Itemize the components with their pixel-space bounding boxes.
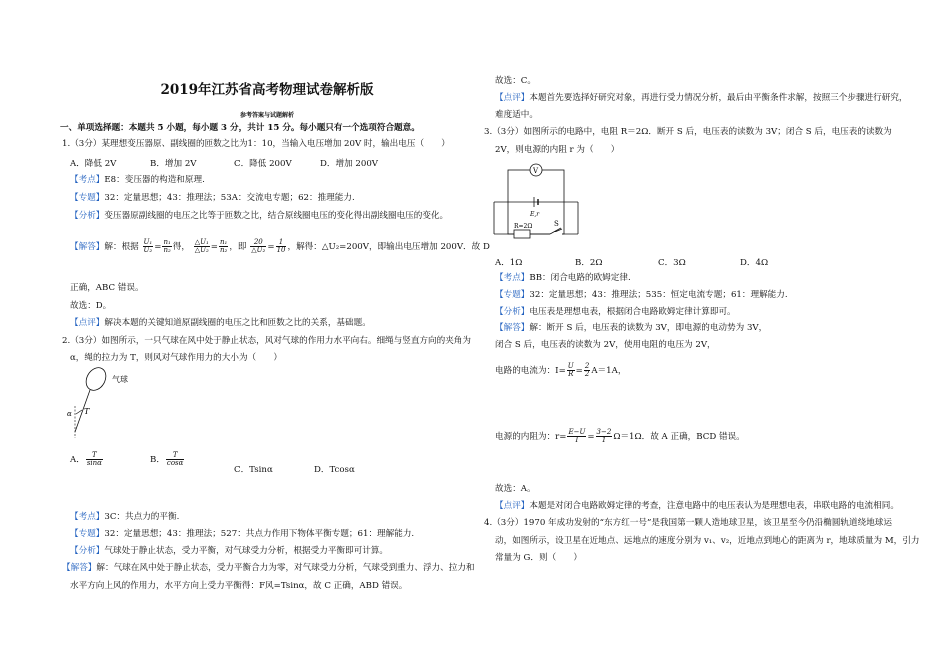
page-title: 2019年江苏省高考物理试卷解析版	[160, 82, 374, 98]
frac-den: △U₂	[194, 246, 209, 254]
q3-current-pre: 电路的电流为：I	[495, 366, 559, 376]
q2-option-b	[150, 452, 185, 467]
frac-num: 20	[250, 239, 266, 247]
dianping-tag: 【点评】	[495, 93, 530, 103]
equals: =	[558, 366, 566, 376]
alpha-label: α	[67, 410, 72, 418]
q1-answer: 故选：D。	[70, 301, 112, 311]
equals: =	[267, 242, 275, 252]
q2-option-d: D．Tcosα	[314, 465, 355, 475]
frac-num: △U₁	[194, 238, 209, 246]
q2-option-c: C．Tsinα	[234, 465, 273, 475]
q1-option-c: C．降低 200V	[234, 159, 292, 169]
q2-dianping	[495, 93, 908, 104]
jieda-tag: 【解答】	[70, 242, 105, 252]
q3-current-post: A＝1A，	[591, 366, 627, 376]
frac-den: 2	[584, 370, 590, 378]
frac-num: 3−2	[596, 428, 612, 436]
q3-answer: 故选：A。	[495, 484, 536, 494]
equals: =	[587, 432, 595, 442]
frac-num: U₁	[143, 238, 153, 246]
q1-option-d: D．增加 200V	[320, 159, 379, 169]
q2-answer: 故选：C。	[495, 76, 536, 86]
q2-kaodian-text: 3C：共点力的平衡.	[104, 512, 180, 522]
q1-kaodian-text: E8：变压器的构造和原理.	[104, 175, 205, 185]
q3-resistance-frac-1	[567, 429, 586, 444]
fenxi-tag: 【分析】	[70, 546, 105, 556]
frac-den: I	[575, 436, 579, 444]
frac-num: n₁	[163, 238, 171, 246]
balloon-label: 气球	[112, 375, 128, 384]
equals: =	[154, 242, 162, 252]
fenxi-tag: 【分析】	[495, 307, 530, 317]
frac-den: U₂	[143, 246, 153, 254]
q3-jieda-1	[495, 323, 767, 334]
q3-option-c: C．3Ω	[658, 258, 686, 268]
q4-stem-1: 4.（3分）1970 年成功发射的“东方红一号”是我国第一颗人造地球卫星，该卫星至今仍沿椭圆轨道绕地球运	[484, 518, 892, 528]
q1-fraction-du	[194, 239, 210, 254]
q2-fenxi	[70, 546, 388, 557]
q1-dianping-text: 解决本题的关键知道原副线圈的电压之比和匝数之比的关系，基础题。	[104, 318, 371, 328]
section-heading: 一、单项选择题：本题共 5 小题，每小题 3 分，共计 15 分。每小题只有一个选项符合题意。	[60, 123, 420, 133]
kaodian-tag: 【考点】	[495, 273, 530, 283]
frac-den: sinα	[86, 459, 102, 467]
frac-den: 10	[276, 246, 286, 254]
q3-dianping	[495, 501, 899, 512]
q3-current-formula	[495, 362, 626, 380]
frac-num: E−U	[568, 428, 586, 436]
q2-option-a-label: A．	[70, 455, 85, 465]
kaodian-tag: 【考点】	[70, 512, 105, 522]
q3-option-a: A．1Ω	[495, 258, 523, 268]
q2-dianping-text: 本题首先要选择好研究对象，再进行受力情况分析，最后由平衡条件求解，按照三个步骤进行研究，	[529, 93, 908, 103]
q3-resistance-frac-2	[596, 429, 613, 444]
q1-jieda-de: 得，	[172, 242, 190, 252]
q1-kaodian	[70, 175, 205, 186]
page-subtitle: 参考答案与试题解析	[239, 112, 294, 119]
tension-label: T	[84, 407, 90, 416]
q1-option-b: B．增加 2V	[150, 159, 197, 169]
frac-den: △U₂	[251, 246, 266, 254]
q2-option-b-fraction	[166, 452, 184, 467]
q3-fenxi	[495, 307, 736, 318]
kaodian-tag: 【考点】	[70, 175, 105, 185]
q2-zhuanti	[70, 529, 414, 540]
q1-jieda-cont: 正确，ABC 错误。	[70, 283, 144, 293]
q3-option-d: D．4Ω	[740, 258, 769, 268]
q1-jieda-ji: ，即	[229, 242, 247, 252]
q1-jieda-pre: 解：根据	[104, 242, 139, 252]
balloon-shape	[82, 364, 110, 394]
q1-dianping	[70, 318, 371, 329]
q3-stem-2: 2V，则电源的内阻 r 为（ ）	[495, 145, 620, 155]
q3-kaodian-text: BB：闭合电路的欧姆定律.	[529, 273, 631, 283]
q1-fraction-n	[162, 239, 171, 254]
q3-jieda-2: 闭合 S 后，电压表的读数为 2V，使用电阻的电压为 2V，	[495, 340, 716, 350]
dianping-tag: 【点评】	[70, 318, 105, 328]
q3-resistance-formula	[495, 428, 745, 446]
q2-option-a-fraction	[86, 452, 103, 467]
q2-jieda-2: 水平方向上风的作用力，水平方向上受力平衡得：F风=Tsinα，故 C 正确，ABD 错误。	[70, 581, 408, 591]
q1-stem: 1.（3分）某理想变压器原、副线圈的匝数之比为1：10，当输入电压增加 20V 时，输出电压（ ）	[62, 139, 450, 149]
tension-arrow	[76, 410, 82, 414]
fenxi-tag: 【分析】	[70, 211, 105, 221]
resistor-icon	[514, 230, 530, 238]
equals: =	[575, 366, 583, 376]
q1-fraction-1-10	[276, 239, 287, 254]
jieda-tag: 【解答】	[495, 323, 530, 333]
frac-den: n₂	[163, 246, 171, 254]
q1-option-a: A．降低 2V	[70, 159, 117, 169]
q2-kaodian	[70, 512, 179, 523]
q1-fenxi	[70, 211, 448, 222]
q3-current-frac-2	[584, 363, 590, 378]
q3-zhuanti	[495, 290, 788, 301]
frac-num: U	[567, 362, 574, 370]
q3-option-b: B．2Ω	[575, 258, 603, 268]
q4-stem-3: 常量为 G．则（ ）	[495, 553, 582, 563]
frac-num: n₁	[220, 238, 228, 246]
q2-jieda-1	[62, 563, 475, 574]
q2-option-b-label: B．	[150, 455, 165, 465]
frac-den: n₂	[220, 246, 228, 254]
q1-fraction-20	[250, 239, 266, 254]
frac-num: T	[86, 452, 103, 460]
q3-fenxi-text: 电压表是理想电表，根据闭合电路欧姆定律计算即可。	[529, 307, 736, 317]
frac-num: T	[166, 452, 184, 460]
voltmeter-label: V	[533, 167, 539, 175]
q2-fenxi-text: 气球处于静止状态，受力平衡，对气球受力分析，根据受力平衡即可计算。	[104, 546, 388, 556]
frac-den: cosα	[166, 459, 184, 467]
zhuanti-tag: 【专题】	[70, 193, 105, 203]
frac-den: R	[568, 370, 574, 378]
circuit-figure	[494, 160, 580, 244]
dianping-tag: 【点评】	[495, 501, 530, 511]
q1-zhuanti-text: 32：定量思想；43：推理法；53A：交流电专题；62：推理能力.	[104, 193, 355, 203]
q3-kaodian	[495, 273, 631, 284]
q4-stem-2: 动，如图所示，设卫星在近地点、远地点的速度分别为 v₁、v₂，近地点到地心的距离为 r，地球质量为 M，引力	[495, 536, 920, 546]
equals: =	[210, 242, 218, 252]
q3-resistance-post: Ω＝1Ω．故 A 正确，BCD 错误。	[613, 432, 745, 442]
q2-dianping-cont: 难度适中。	[495, 110, 538, 120]
q3-stem-1: 3.（3分）如图所示的电路中，电阻 R＝2Ω．断开 S 后，电压表的读数为 3V；闭合 S 后，电压表的读数为	[484, 127, 892, 137]
q2-jieda-text-1: 解：气球在风中处于静止状态，受力平衡合力为零，对气球受力分析，气球受到重力、浮力、拉力和	[96, 563, 475, 573]
q2-stem-1: 2.（3分）如图所示，一只气球在风中处于静止状态，风对气球的作用力水平向右。细绳与竖直方向的夹角为	[62, 336, 471, 346]
frac-den: 1	[601, 436, 607, 444]
q3-current-frac-1	[567, 363, 575, 378]
zhuanti-tag: 【专题】	[495, 290, 530, 300]
battery-label: E,r	[530, 211, 540, 218]
balloon-figure	[68, 366, 138, 442]
q1-jieda	[70, 238, 490, 256]
q2-zhuanti-text: 32：定量思想；43：推理法；527：共点力作用下物体平衡专题；61：理解能力.	[104, 529, 415, 539]
q1-fenxi-text: 变压器原副线圈的电压之比等于匝数之比，结合原线圈电压的变化得出副线圈电压的变化。	[104, 211, 449, 221]
q2-option-a	[70, 452, 104, 467]
q1-fraction-u	[143, 239, 154, 254]
frac-num: 1	[276, 239, 287, 247]
jieda-tag: 【解答】	[62, 563, 97, 573]
q3-resistance-pre: 电源的内阻为：r	[495, 432, 560, 442]
q1-jieda-post: ，解得：△U₂=200V，即输出电压增加 200V．故 D	[287, 242, 490, 252]
q3-dianping-text: 本题是对闭合电路欧姆定律的考查，注意电路中的电压表认为是理想电表，串联电路的电流相同。	[529, 501, 899, 511]
equals: =	[559, 432, 567, 442]
q1-fraction-n2	[219, 239, 228, 254]
q3-zhuanti-text: 32：定量思想；43：推理法；535：恒定电流专题；61：理解能力.	[529, 290, 788, 300]
zhuanti-tag: 【专题】	[70, 529, 105, 539]
q1-zhuanti	[70, 193, 355, 204]
resistor-label: R=2Ω	[514, 223, 533, 230]
q3-jieda-text-1: 解：断开 S 后，电压表的读数为 3V，即电源的电动势为 3V，	[529, 323, 768, 333]
switch-label: S	[554, 220, 559, 228]
frac-num: 2	[584, 362, 590, 370]
q2-stem-2: α，绳的拉力为 T，则风对气球作用力的大小为（ ）	[70, 353, 282, 363]
